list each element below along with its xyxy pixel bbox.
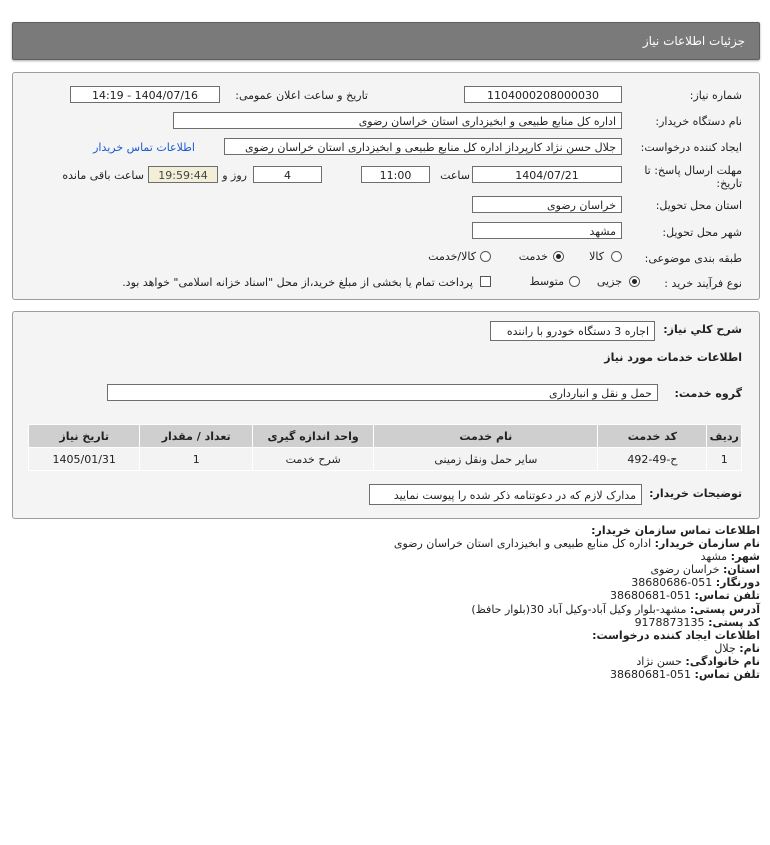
cell-unit: شرح خدمت	[252, 448, 373, 471]
buyer-org-field: اداره کل منابع طبیعی و ابخیزداری استان خراسان رضوی	[173, 112, 622, 129]
buyer-contact-link[interactable]: اطلاعات تماس خریدار	[93, 141, 195, 154]
creator-phone-line	[20, 668, 760, 681]
creator-field: جلال حسن نژاد کارپرداز اداره کل منابع طبیعی و ابخیزداری استان خراسان رضوی	[224, 138, 622, 155]
days-label: روز و	[222, 169, 247, 182]
process-type-label: نوع فرآیند خرید :	[664, 277, 742, 290]
creator-phone: 051-38680681	[610, 668, 692, 682]
contact-province: خراسان رضوی	[650, 563, 720, 577]
contact-phone-line	[20, 589, 760, 602]
need-number-label: شماره نیاز:	[689, 89, 742, 102]
process-minor-radio[interactable]	[629, 276, 640, 287]
days-remaining-field: 4	[253, 166, 322, 183]
col-code-header: کد خدمت	[598, 425, 707, 448]
contact-city-label: شهر:	[730, 550, 760, 564]
col-quantity-header: تعداد / مقدار	[140, 425, 253, 448]
contact-fax-line	[20, 576, 760, 589]
category-service-radio[interactable]	[553, 251, 564, 262]
treasury-payment-note: پرداخت تمام یا بخشی از مبلغ خرید،از محل "اسناد خزانه اسلامی" خواهد بود.	[122, 276, 473, 289]
buyer-org-label: نام دستگاه خریدار:	[655, 115, 742, 128]
contact-info-block	[20, 524, 760, 681]
cell-quantity: 1	[140, 448, 253, 471]
category-goods-service-label: کالا/خدمت	[428, 250, 476, 263]
page-title: جزئیات اطلاعات نیاز	[642, 34, 745, 48]
creator-first-name-line	[20, 642, 760, 655]
creator-title: اطلاعات ایجاد کننده درخواست:	[592, 628, 760, 642]
contact-fax: 051-38680686	[631, 576, 713, 590]
category-goods-service-radio[interactable]	[480, 251, 491, 262]
contact-postal-line	[20, 616, 760, 629]
deadline-time-label: ساعت	[440, 169, 470, 182]
deadline-time-field: 11:00	[361, 166, 430, 183]
contact-city-line	[20, 550, 760, 563]
remaining-time-label: ساعت باقی مانده	[62, 169, 144, 182]
contact-org: اداره کل منابع طبیعی و ابخیزداری استان خراسان رضوی	[393, 537, 652, 551]
contact-phone-label: تلفن تماس:	[694, 589, 760, 603]
contact-title-line	[20, 524, 760, 537]
creator-first-name-label: نام:	[739, 641, 760, 655]
table-header-row	[29, 425, 742, 448]
category-goods-radio[interactable]	[611, 251, 622, 262]
col-row-header: ردیف	[707, 425, 742, 448]
province-field: خراسان رضوی	[472, 196, 622, 213]
contact-phone: 051-38680681	[610, 589, 692, 603]
contact-org-label: نام سازمان خریدار:	[654, 537, 760, 551]
services-section-title: اطلاعات خدمات مورد نیاز	[604, 351, 742, 364]
contact-province-label: استان:	[723, 563, 760, 577]
contact-org-line	[20, 537, 760, 550]
contact-address-line	[20, 603, 760, 616]
category-label: طبقه بندی موضوعی:	[644, 252, 742, 265]
col-unit-header: واحد اندازه گیری	[252, 425, 373, 448]
creator-last-name: حسن نژاد	[636, 654, 682, 668]
process-minor-label: جزیی	[596, 275, 622, 288]
announce-datetime-label: تاریخ و ساعت اعلان عمومی:	[235, 89, 368, 102]
contact-address: مشهد-بلوار وکیل آباد-وکیل آباد 30(بلوار حافظ)	[471, 602, 687, 616]
creator-title-line	[20, 629, 760, 642]
creator-last-name-line	[20, 655, 760, 668]
contact-address-label: آدرس پستی:	[689, 602, 760, 616]
category-goods-label: کالا	[589, 250, 604, 263]
contact-city: مشهد	[700, 550, 728, 564]
creator-label: ایجاد کننده درخواست:	[640, 141, 742, 154]
page-header	[12, 22, 760, 60]
service-group-label: گروه خدمت:	[674, 387, 742, 400]
table-row[interactable]	[29, 448, 742, 471]
need-summary-label: شرح کلي نياز:	[663, 323, 742, 336]
contact-title: اطلاعات تماس سازمان خریدار:	[591, 524, 760, 537]
city-label: شهر محل تحویل:	[662, 226, 742, 239]
services-table	[28, 424, 742, 471]
category-service-label: خدمت	[518, 250, 548, 263]
cell-name: سایر حمل ونقل زمینی	[374, 448, 598, 471]
service-group-field: حمل و نقل و انبارداری	[107, 384, 658, 401]
remaining-time-field: 19:59:44	[148, 166, 218, 183]
contact-postal-label: کد پستی:	[708, 615, 760, 629]
city-field: مشهد	[472, 222, 622, 239]
need-summary-field: اجاره 3 دستگاه خودرو با راننده	[490, 321, 655, 341]
deadline-date-field: 1404/07/21	[472, 166, 622, 183]
announce-datetime-field: 1404/07/16 - 14:19	[70, 86, 220, 103]
cell-code: ح-49-492	[598, 448, 707, 471]
process-medium-radio[interactable]	[569, 276, 580, 287]
contact-fax-label: دورنگار:	[715, 576, 760, 590]
treasury-payment-checkbox[interactable]	[480, 276, 491, 287]
buyer-notes-field: مدارک لازم که در دعوتنامه ذکر شده را پیوست نمایید	[369, 484, 642, 505]
col-name-header: نام خدمت	[374, 425, 598, 448]
cell-date: 1405/01/31	[29, 448, 140, 471]
province-label: استان محل تحویل:	[655, 199, 742, 212]
buyer-notes-label: توضیحات خریدار:	[649, 487, 742, 500]
need-number-field: 1104000208000030	[464, 86, 622, 103]
creator-first-name: جلال	[714, 641, 736, 655]
contact-province-line	[20, 563, 760, 576]
col-date-header: تاریخ نیاز	[29, 425, 140, 448]
deadline-label: مهلت ارسال پاسخ: تا تاریخ:	[644, 164, 742, 190]
creator-last-name-label: نام خانوادگی:	[685, 654, 760, 668]
cell-row: 1	[707, 448, 742, 471]
creator-phone-label: تلفن تماس:	[694, 668, 760, 682]
contact-postal: 9178873135	[634, 615, 705, 629]
process-medium-label: متوسط	[529, 275, 564, 288]
